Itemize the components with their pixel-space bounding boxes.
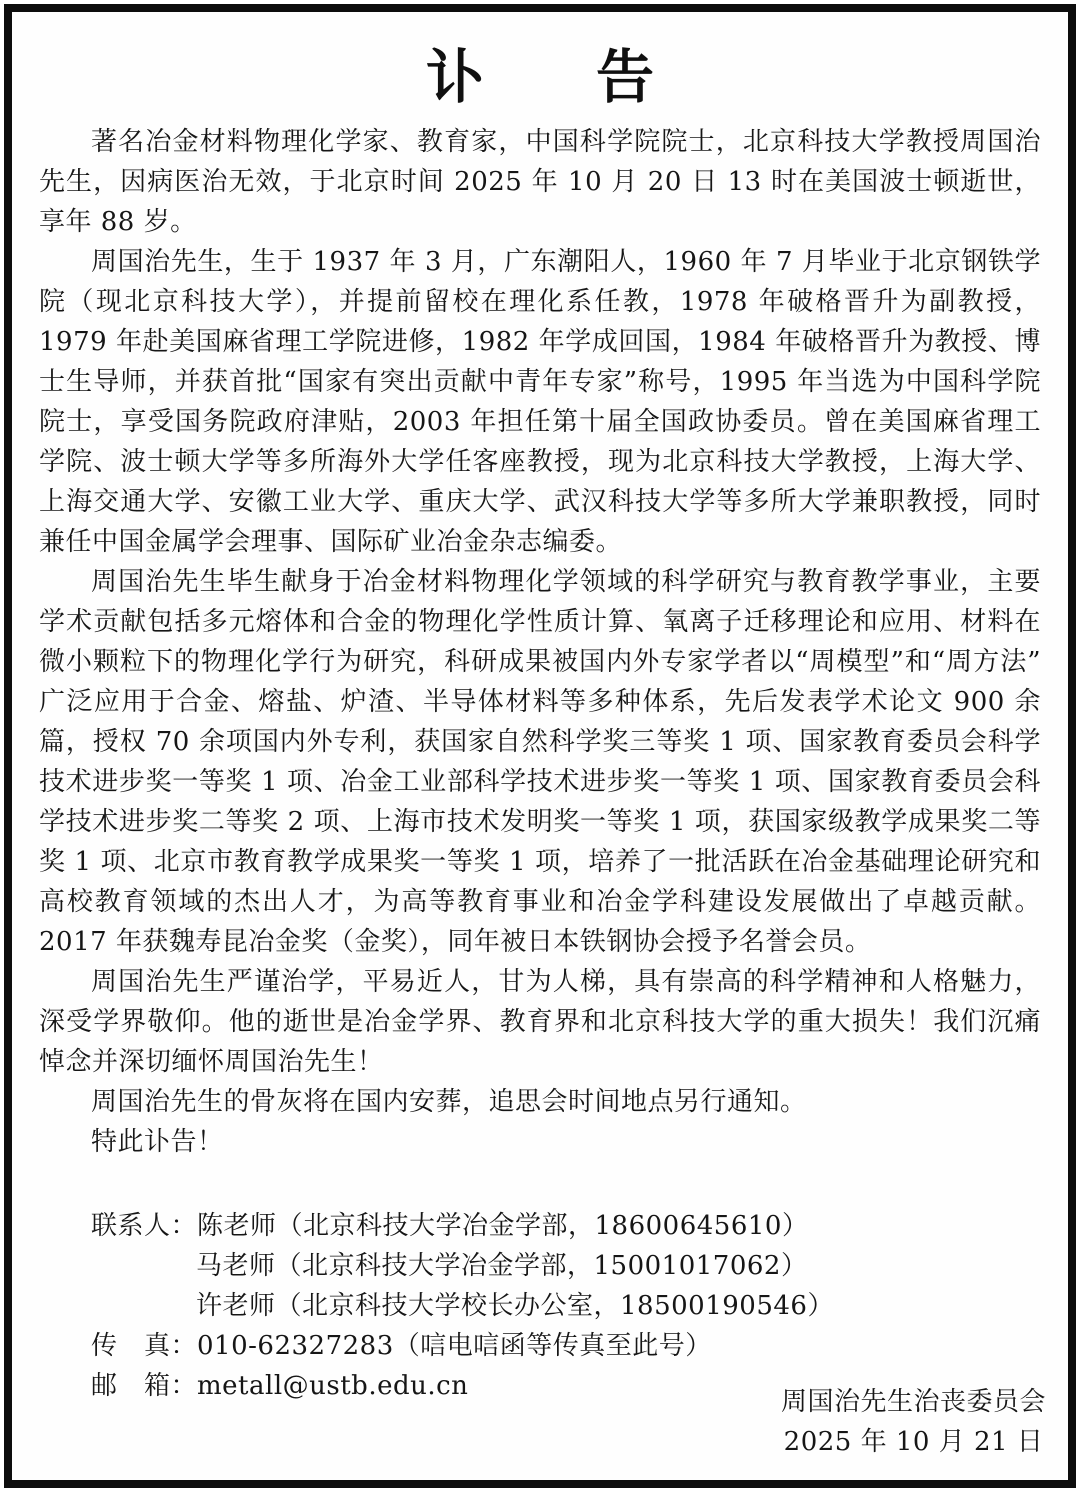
paragraph-tribute: 周国治先生严谨治学，平易近人，甘为人梯，具有崇高的科学精神和人格魅力，深受学界敬仰。他的逝世是冶金学界、教育界和北京科技大学的重大损失！我们沉痛悼念并深切缅怀周国治先生！ [39,967,1041,1077]
signature-date: 2025 年 10 月 21 日 [783,1427,1044,1457]
paragraph-death-announcement: 著名冶金材料物理化学家、教育家，中国科学院院士，北京科技大学教授周国治先生，因病医治无效，于北京时间 2025 年 10 月 20 日 13 时在美国波士顿逝世，享年 88 岁。 [39,127,1041,237]
title-char-1: 讣 [425,43,484,111]
signature-block [781,1382,1046,1462]
email-label: 邮 箱： [91,1371,198,1401]
contact-person-row-2 [39,1246,1041,1286]
fax-row [39,1326,1041,1366]
paragraph-closing: 特此讣告！ [91,1127,224,1157]
paragraph-burial-notice: 周国治先生的骨灰将在国内安葬，追思会时间地点另行通知。 [91,1087,807,1117]
contact-section [39,1206,1041,1406]
paragraph-achievements: 周国治先生毕生献身于冶金材料物理化学领域的科学研究与教育教学事业，主要学术贡献包括多元熔体和合金的物理化学性质计算、氧离子迁移理论和应用、材料在微小颗粒下的物理化学行为研究，科研成果被国内外专家学者以“周模型”和“周方法”广泛应用于合金、熔盐、炉渣、半导体材料等多种体系，先后发表学术论文 900 余篇，授权 70 余项国内外专利，获国家自然科学奖三等奖 1 项、国家教育委员会科学技术进步奖一等奖 1 项、冶金工业部科学技术进步奖一等奖 1 项、国家教育委员会科学技术进步奖二等奖 2 项、上海市技术发明奖一等奖 1 项，获国家级教学成果奖二等奖 1 项、北京市教育教学成果奖一等奖 1 项，培养了一批活跃在冶金基础理论研究和高校教育领域的杰出人才，为高等教育事业和冶金学科建设发展做出了卓越贡献。2017 年获魏寿昆冶金奖（金奖），同年被日本铁钢协会授予名誉会员。 [39,567,1041,957]
funeral-committee-name: 周国治先生治丧委员会 [780,1387,1046,1417]
notice-body [39,122,1041,1162]
page-border-frame [4,4,1076,1488]
contact-person-1: 陈老师（北京科技大学冶金学部，18600645610） [197,1211,809,1241]
contact-person-row-3 [39,1286,1041,1326]
title-char-2: 告 [596,43,655,111]
contact-person-3: 许老师（北京科技大学校长办公室，18500190546） [196,1291,834,1321]
contact-person-2: 马老师（北京科技大学冶金学部，15001017062） [196,1251,808,1281]
paragraph-biography: 周国治先生，生于 1937 年 3 月，广东潮阳人，1960 年 7 月毕业于北京钢铁学院（现北京科技大学），并提前留校在理化系任教，1978 年破格晋升为副教授，1979 年赴美国麻省理工学院进修，1982 年学成回国，1984 年破格晋升为教授、博士生导师，并获首批“国家有突出贡献中青年专家”称号，1995 年当选为中国科学院院士，享受国务院政府津贴，2003 年担任第十届全国政协委员。曾在美国麻省理工学院、波士顿大学等多所海外大学任客座教授，现为北京科技大学教授，上海大学、上海交通大学、安徽工业大学、重庆大学、武汉科技大学等多所大学兼职教授，同时兼任中国金属学会理事、国际矿业冶金杂志编委。 [39,247,1041,557]
contact-person-row-1 [39,1206,1041,1246]
page-content [12,12,1068,1480]
contact-label: 联系人： [91,1211,198,1241]
notice-title [39,43,1041,111]
fax-label: 传 真： [91,1331,198,1361]
fax-number: 010-62327283（唁电唁函等传真至此号） [197,1331,712,1361]
email-address: metall@ustb.edu.cn [197,1371,469,1401]
